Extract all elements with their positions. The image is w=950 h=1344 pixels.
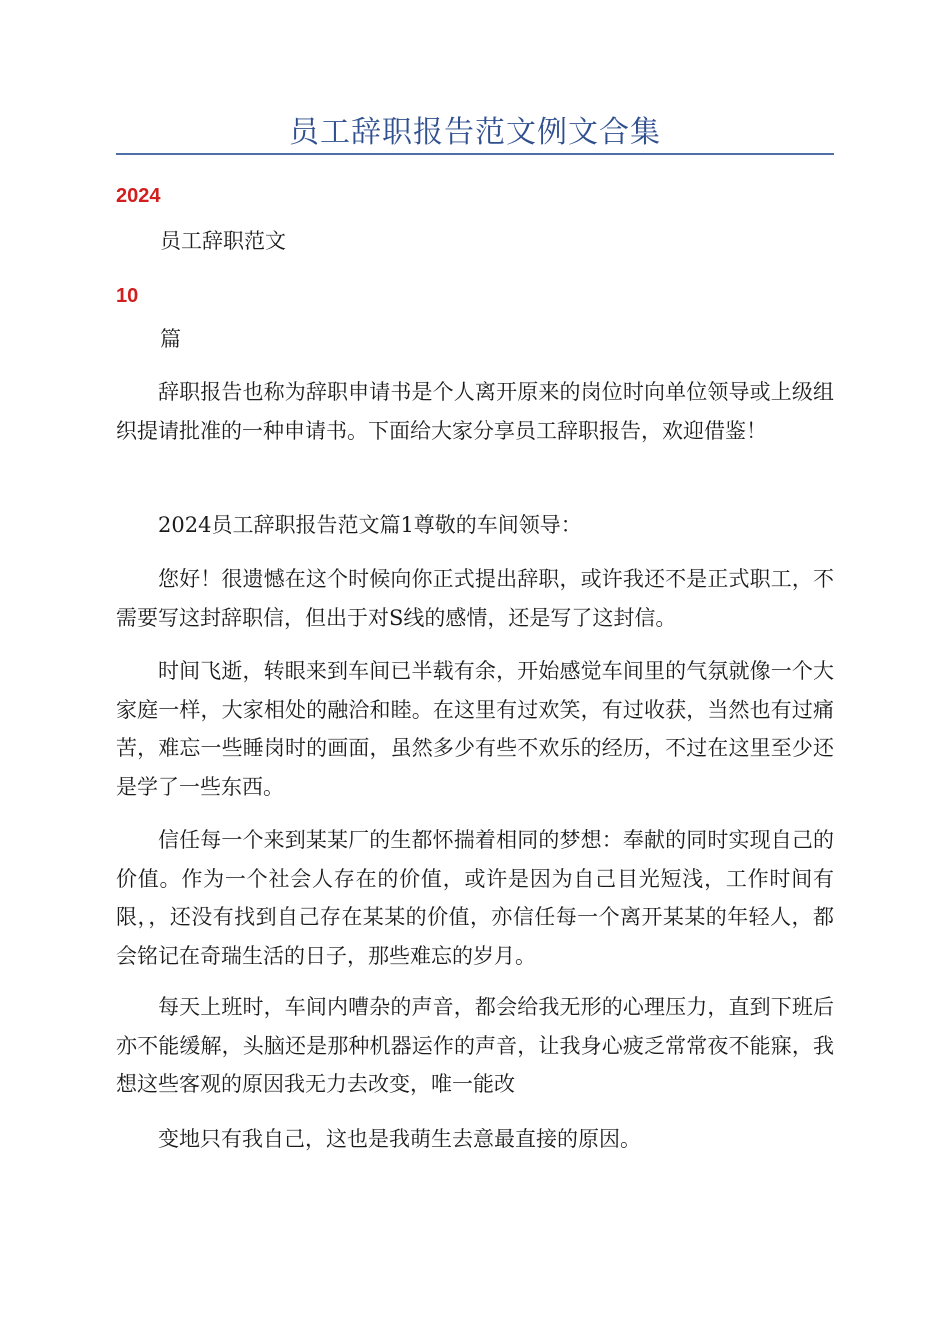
paragraph-daily: 每天上班时，车间内嘈杂的声音，都会给我无形的心理压力，直到下班后亦不能缓解，头脑还是那种机器运作的声音，让我身心疲乏常常夜不能寐，我想这些客观的原因我无力去改变，唯一能改 [116,995,834,1096]
subtitle-text: 员工辞职范文 [160,229,286,253]
paragraph-greeting: 您好！很遗憾在这个时候向你正式提出辞职，或许我还不是正式职工，不需要写这封辞职信，但出于对S线的感情，还是写了这封信。 [116,567,834,630]
year-label: 2024 [116,185,161,207]
count-label: 10 [116,285,139,307]
title-underline [116,153,834,155]
paragraph-intro: 辞职报告也称为辞职申请书是个人离开原来的岗位时向单位领导或上级组织提请批准的一种申请书。下面给大家分享员工辞职报告，欢迎借鉴！ [116,380,834,443]
paragraph-salutation: 2024员工辞职报告范文篇1尊敬的车间领导： [158,513,582,537]
paragraph-time: 时间飞逝，转眼来到车间已半载有余，开始感觉车间里的气氛就像一个大家庭一样，大家相处的融洽和睦。在这里有过欢笑，有过收获，当然也有过痛苦，难忘一些睡岗时的画面，虽然多少有些不欢乐的经历，不过在这里至少还是学了一些东西。 [116,659,834,799]
paragraph-reason: 变地只有我自己，这也是我萌生去意最直接的原因。 [158,1127,641,1151]
measure-word: 篇 [160,327,181,351]
document-title: 员工辞职报告范文例文合集 [289,115,661,150]
paragraph-trust: 信任每一个来到某某厂的生都怀揣着相同的梦想：奉献的同时实现自己的价值。作为一个社会人存在的价值，或许是因为自己目光短浅，工作时间有限，，还没有找到自己存在某某的价值，亦信任每一个离开某某的年轻人，都会铭记在奇瑞生活的日子，那些难忘的岁月。 [116,828,834,968]
